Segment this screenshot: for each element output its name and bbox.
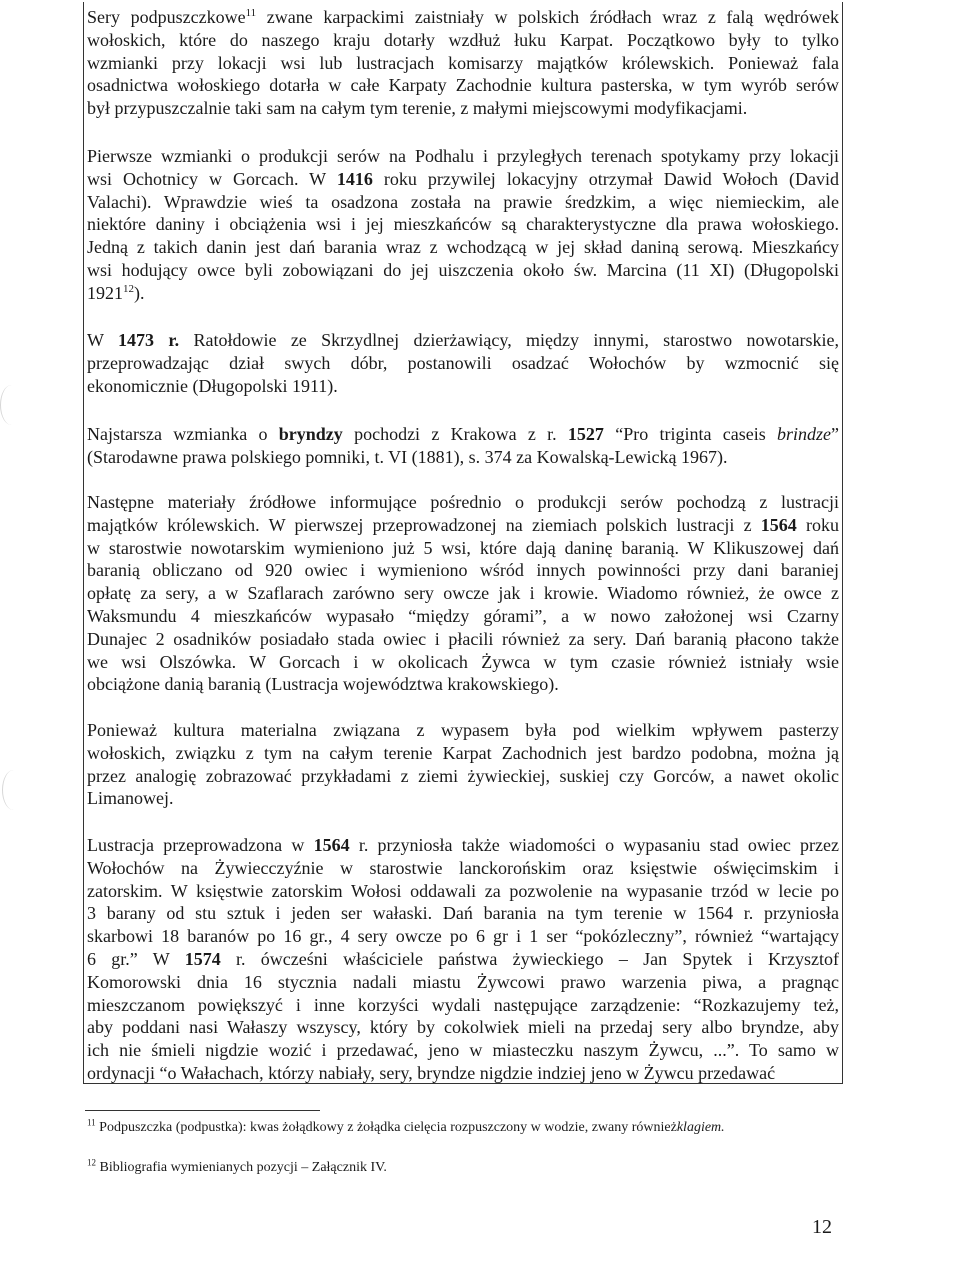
text-run: W	[87, 330, 118, 350]
footnote-reference: 12	[123, 282, 134, 295]
text-run: przez analogię zobrazować przykładami z ziemi żywieckiej, suskiej czy Gorców, a nawet okolic	[87, 765, 839, 786]
text-run: Podpuszczka (podpustka): kwas żołądkowy z żołądka cielęcia rozpuszczony w wodzie, zwany również	[95, 1120, 677, 1135]
bold-text: 1527	[567, 424, 604, 444]
text-run: niektóre daniny i obciążenia wsi i jej mieszkańców są charakterystyczne dla prawa wołoskiego.	[87, 214, 839, 235]
paragraph-line	[87, 880, 839, 903]
text-run: Ponieważ kultura materialna związana z wypasem była pod wielkim wpływem pasterzy	[87, 720, 839, 740]
footnote-reference: 12	[87, 1157, 96, 1168]
paragraph-line	[87, 145, 839, 168]
paragraph-4	[87, 423, 839, 469]
paragraph-line	[87, 787, 839, 810]
text-run: był przypuszczalnie taki sam na całym tym terenie, z małymi miejscowymi modyfikacjami.	[87, 98, 748, 119]
text-run: osadnictwa wołoskiego dotarła w całe Karpaty Zachodnie kultura pasterska, w tym wyrób serów	[87, 75, 839, 96]
paragraph-line	[87, 605, 839, 628]
footnote-reference: 11	[87, 1117, 96, 1128]
paragraph-line	[87, 213, 839, 236]
text-run: Valachi). Wprawdzie wieś ta osadzona została na prawie średzkim, a więc niemieckim, ale	[87, 191, 839, 212]
paragraph-line	[87, 1016, 839, 1039]
scan-smudge-mark	[0, 385, 23, 425]
text-run: roku przywilej lokacyjny otrzymał Dawid Wołoch (David	[372, 168, 839, 189]
text-run: Najstarsza wzmianka o	[87, 424, 279, 444]
paragraph-line	[87, 191, 839, 214]
text-run: Lustracja przeprowadzona w	[87, 835, 314, 855]
paragraph-line	[87, 971, 839, 994]
scan-smudge-mark	[2, 770, 25, 810]
text-run: ).	[134, 282, 145, 303]
text-run: ”	[831, 424, 840, 444]
paragraph-5	[87, 491, 839, 696]
text-run: obciążone danią baranią (Lustracja województwa krakowskiego).	[87, 674, 559, 695]
paragraph-line	[87, 559, 839, 582]
italic-text: brindze	[777, 424, 832, 444]
paragraph-line	[87, 6, 839, 29]
text-run: wsi Ochotnicy w Gorcach. W	[87, 168, 337, 189]
text-run: Ratołdowie ze Skrzydlnej dzierżawiący, między innymi, starostwo nowotarskie,	[179, 330, 839, 350]
paragraph-line	[87, 994, 839, 1017]
paragraph-line	[87, 352, 839, 375]
text-run: 6 gr.” W	[87, 948, 185, 969]
text-run: Następne materiały źródłowe informujące pośrednio o produkcji serów pochodzą z lustracji	[87, 492, 839, 512]
paragraph-line	[87, 514, 839, 537]
text-run: roku	[796, 514, 839, 535]
text-run: skarbowi 18 baranów po 16 gr., 4 sery owcze po 6 gr i 1 ser “pokózleczny”, również “wartający	[87, 926, 839, 947]
paragraph-line	[87, 52, 839, 75]
paragraph-line	[87, 628, 839, 651]
text-run: Limanowej.	[87, 788, 174, 809]
text-run: pochodzi z Krakowa z r.	[342, 424, 568, 444]
footnote-11	[87, 1118, 847, 1138]
paragraph-line	[87, 29, 839, 52]
text-run: Komorowski dnia 16 stycznia nadali miastu Żywcowi prawo warzenia piwa, a pragnąc	[87, 971, 839, 992]
text-run: wzmianki przy lokacji wsi lub lustracjach komisarzy majątków królewskich. Ponieważ fala	[87, 52, 839, 73]
paragraph-line	[87, 282, 839, 305]
paragraph-line	[87, 236, 839, 259]
text-run: 3 barany od stu sztuk i jeden ser wałaski. Dań barania na tym terenie w 1564 r. przyniosła	[87, 903, 839, 924]
text-run: we wsi Olszówka. W Gorcach i w okolicach Żywca w tym czasie również istniały wsie	[87, 651, 839, 672]
text-run: Dunajec 2 osadników posiadało stada owiec i płacili również za sery. Dań baranią płacono także	[87, 628, 839, 649]
text-run: 1921	[87, 282, 123, 303]
paragraph-line	[87, 168, 839, 191]
text-run: w starostwie nowotarskim wymieniono już 5 wsi, które dają daninę baranią. W Klikuszowej dań	[87, 537, 839, 558]
paragraph-line	[87, 673, 839, 696]
text-run: “Pro triginta caseis	[603, 424, 778, 444]
text-run: zwane karpackimi zaistniały w polskich źródłach wraz z falą wędrówek	[256, 7, 839, 27]
text-run: (Starodawne prawa polskiego pomniki, t. VI (1881), s. 374 za Kowalską-Lewicką 1967).	[87, 446, 728, 467]
bold-text: 1416	[336, 168, 373, 189]
paragraph-3	[87, 329, 839, 397]
text-run: Jedną z takich danin jest dań barania wraz z wchodzącą w jej skład daniną serową. Mieszkańcy	[87, 237, 839, 258]
text-run: Sery podpuszczkowe	[87, 7, 246, 27]
footnote-separator	[85, 1110, 320, 1111]
text-run: opłatę za sery, a w Szaflarach zarówno sery owcze jak i krowie. Wiadomo również, że owce z	[87, 583, 839, 604]
bold-text: 1564	[313, 835, 350, 855]
paragraph-line	[87, 742, 839, 765]
text-run: baranią obliczano od 920 owiec i wymieniono wśród innych powinności przy dani baraniej	[87, 560, 839, 581]
text-run: przeprowadzając dział swych dóbr, postanowili osadzać Wołochów by wzmocnić się	[87, 352, 839, 373]
paragraph-line	[87, 765, 839, 788]
footnote-line	[87, 1117, 677, 1135]
text-run: Waksmundu 4 mieszkańców wypasało “między górami”, a w nowo założonej wsi Czarny	[87, 605, 839, 626]
italic-text: klagiem.	[676, 1120, 725, 1135]
paragraph-line	[87, 651, 839, 674]
paragraph-line	[87, 423, 839, 446]
paragraph-6	[87, 719, 839, 810]
text-run: r. przyniosła także wiadomości o wypasaniu stad owiec przez	[349, 835, 839, 855]
text-run: wołoskich, które do naszego kraju dotarły wzdłuż łuku Karpat. Początkowo były to tylko	[87, 29, 839, 50]
text-run: zatorskim. W księstwie zatorskim Wołosi oddawali za pozwolenie na wypasanie trzód w lecie po	[87, 880, 839, 901]
text-run: wsi hodujący owce byli zobowiązani do jej uiszczenia około św. Marcina (11 XI) (Długopolski	[87, 259, 839, 280]
text-run: ich nie śmieli nigdzie wozić i przedawać, jeno w miasteczku naszym Żywcu, ...”. To samo w	[87, 1040, 839, 1061]
paragraph-line	[87, 97, 839, 120]
paragraph-line	[87, 1062, 839, 1085]
text-run: majątków królewskich. W pierwszej przeprowadzonej na ziemiach polskich lustracji z	[87, 514, 761, 535]
paragraph-line	[87, 329, 839, 352]
bold-text: 1473 r.	[118, 330, 180, 350]
text-run: Wołochów na Żywiecczyźnie w starostwie lanckorońskim oraz księstwie oświęcimskim i	[87, 857, 839, 878]
text-run: wołoskich, związku z tym na całym terenie Karpat Zachodnich jest bardzo podobna, można ją	[87, 742, 839, 763]
paragraph-line	[87, 1039, 839, 1062]
footnote-line	[87, 1157, 387, 1175]
paragraph-line	[87, 74, 839, 97]
bold-text: 1574	[184, 948, 221, 969]
text-run: ekonomicznie (Długopolski 1911).	[87, 375, 338, 396]
paragraph-line	[87, 259, 839, 282]
paragraph-line	[87, 857, 839, 880]
paragraph-line	[87, 537, 839, 560]
footnote-line	[677, 1120, 725, 1135]
paragraph-line	[87, 375, 839, 398]
footnote-12	[87, 1158, 847, 1178]
paragraph-line	[87, 834, 839, 857]
text-run: Pierwsze wzmianki o produkcji serów na Podhalu i przyległych terenach spotykamy przy lokacji	[87, 146, 839, 166]
paragraph-line	[87, 446, 839, 469]
paragraph-line	[87, 902, 839, 925]
paragraph-line	[87, 491, 839, 514]
text-run: Bibliografia wymienianych pozycji – Załącznik IV.	[96, 1160, 387, 1175]
text-run: aby poddani nasi Wałaszy wszyscy, który by cokolwiek mieli na przedaj sery albo bryndze, aby	[87, 1017, 839, 1038]
paragraph-1	[87, 6, 839, 120]
bold-text: bryndzy	[278, 424, 343, 444]
paragraph-2	[87, 145, 839, 305]
paragraph-line	[87, 948, 839, 971]
page-number: 12	[812, 1216, 832, 1238]
text-run: r. ówcześni właściciele państwa żywieckiego – Jan Spytek i Krzysztof	[220, 948, 839, 969]
paragraph-7	[87, 834, 839, 1085]
paragraph-line	[87, 925, 839, 948]
footnote-reference: 11	[245, 7, 257, 19]
paragraph-line	[87, 582, 839, 605]
bold-text: 1564	[760, 514, 797, 535]
text-run: ordynacji “o Wałachach, którzy nabiały, sery, bryndze nigdzie indziej jeno w Żywcu przedawać	[87, 1062, 776, 1083]
text-run: mieszczanom powiększyć i inne korzyści wydali następujące zarządzenie: “Rozkazujemy też,	[87, 994, 839, 1015]
paragraph-line	[87, 719, 839, 742]
